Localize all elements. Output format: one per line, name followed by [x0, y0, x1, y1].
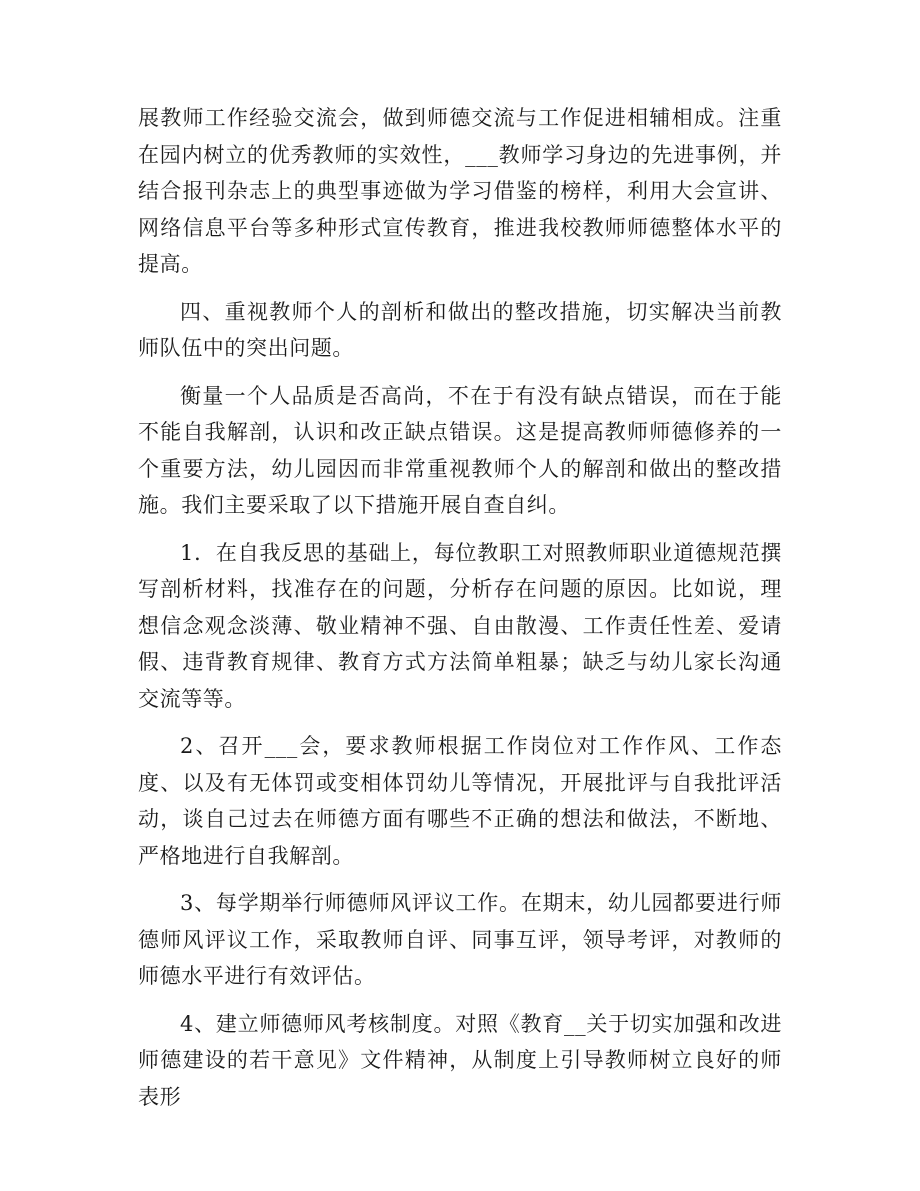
paragraph-self-examination: 衡量一个人品质是否高尚，不在于有没有缺点错误，而在于能不能自我解剖，认识和改正缺点错误。这是提高教师师德修养的一个重要方法，幼儿园因而非常重视教师个人的解剖和做出的整改措施。我们主要采取了以下措施开展自查自纠。 — [138, 383, 782, 517]
paragraph-item-4: 4、建立师德师风考核制度。对照《教育__关于切实加强和改进师德建设的若干意见》文件精神，从制度上引导教师树立良好的师表形 — [138, 1011, 782, 1109]
paragraph-item-3: 3、每学期举行师德师风评议工作。在期末，幼儿园都要进行师德师风评议工作，采取教师自评、同事互评，领导考评，对教师的师德水平进行有效评估。 — [138, 891, 782, 988]
paragraph-item-1: 1．在自我反思的基础上，每位教职工对照教师职业道德规范撰写剖析材料，找准存在的问题，分析存在问题的原因。比如说，理想信念观念淡薄、敬业精神不强、自由散漫、工作责任性差、爱请假、违背教育规律、教育方式方法简单粗暴；缺乏与幼儿家长沟通交流等等。 — [138, 540, 782, 711]
paragraph-item-2: 2、召开___会，要求教师根据工作岗位对工作作风、工作态度、以及有无体罚或变相体罚幼儿等情况，开展批评与自我批评活动，谈自己过去在师德方面有哪些不正确的想法和做法，不断地、严格地进行自我解剖。 — [138, 734, 782, 868]
paragraph-section-four-heading: 四、重视教师个人的剖析和做出的整改措施，切实解决当前教师队伍中的突出问题。 — [138, 299, 782, 360]
document-body — [138, 100, 782, 1126]
paragraph-continuation: 展教师工作经验交流会，做到师德交流与工作促进相辅相成。注重在园内树立的优秀教师的实效性，___教师学习身边的先进事例，并结合报刊杂志上的典型事迹做为学习借鉴的榜样，利用大会宣讲、网络信息平台等多种形式宣传教育，推进我校教师师德整体水平的提高。 — [138, 106, 782, 276]
